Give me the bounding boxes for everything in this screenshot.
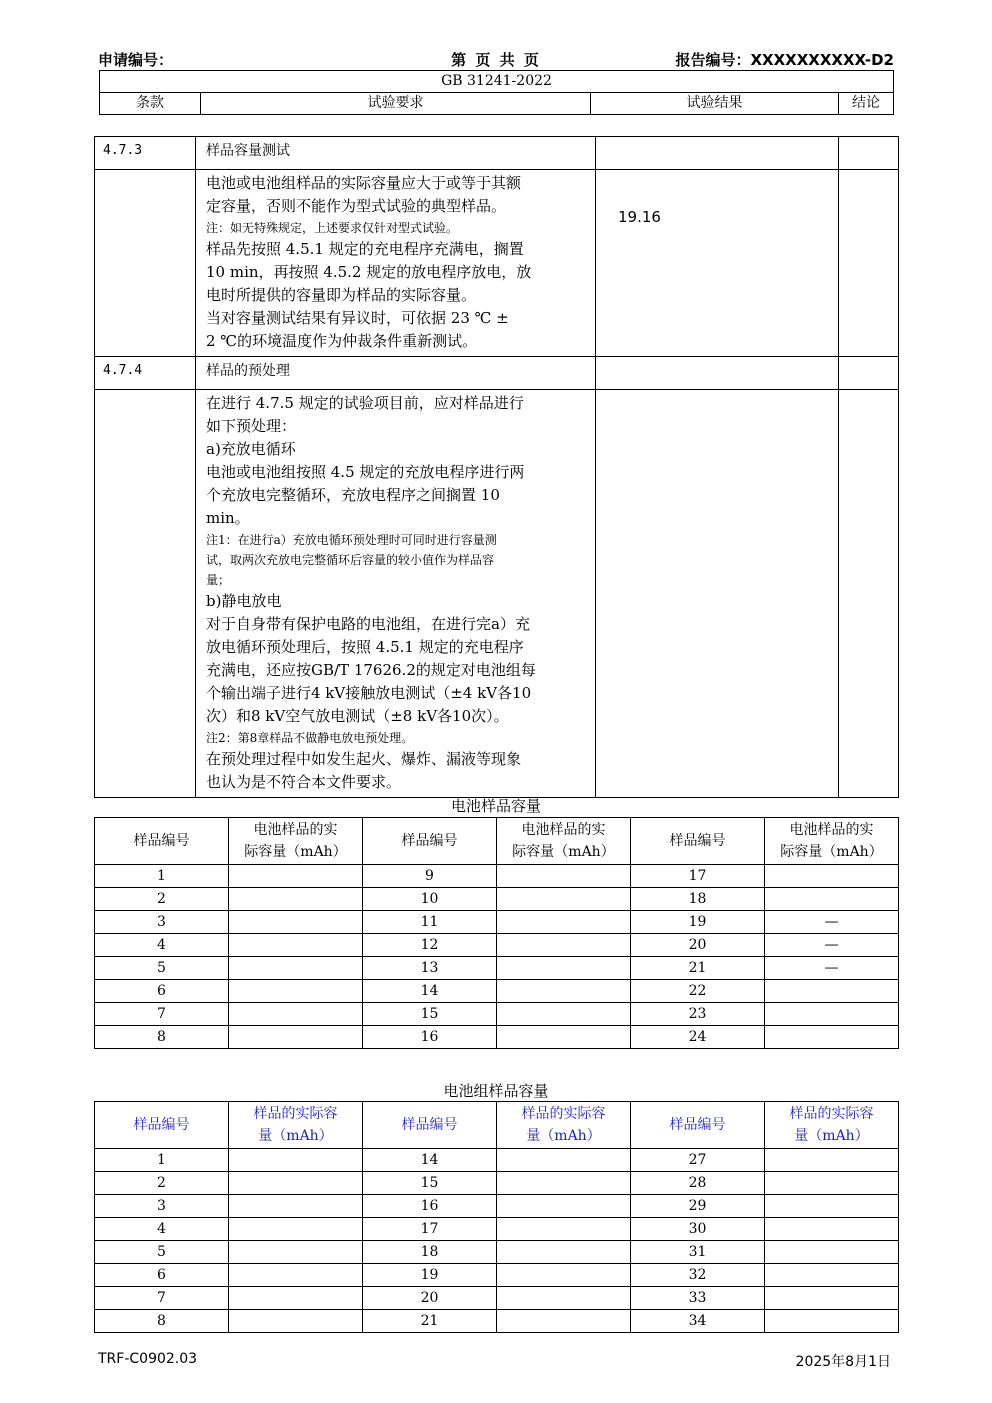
table-row [95, 1287, 899, 1310]
clause-conclusion-cell [839, 357, 899, 390]
capacity-cell [497, 888, 631, 911]
clause-conclusion-cell [839, 137, 899, 170]
sample-no-cell: 19 [631, 911, 765, 934]
capacity-cell [229, 1218, 363, 1241]
sample-no-cell: 20 [631, 934, 765, 957]
requirement-note: 注：如无特殊规定，上述要求仅针对型式试验。 [206, 221, 459, 235]
sample-no-cell: 1 [95, 865, 229, 888]
table-row [95, 1172, 899, 1195]
column-header-conclusion: 结论 [839, 93, 894, 115]
capacity-cell [497, 1241, 631, 1264]
capacity-cell [229, 934, 363, 957]
capacity-cell [765, 1218, 899, 1241]
sample-no-cell: 8 [95, 1310, 229, 1333]
capacity-cell [229, 980, 363, 1003]
column-header-clause: 条款 [100, 93, 201, 115]
sample-no-cell: 1 [95, 1149, 229, 1172]
requirement-line: 当对容量测试结果有异议时，可依据 23 ℃ ± [206, 309, 509, 327]
sample-no-cell: 14 [363, 1149, 497, 1172]
clause-conclusion-cell [839, 390, 899, 798]
requirement-line: 也认为是不符合本文件要求。 [206, 773, 402, 791]
requirement-line: 对于自身带有保护电路的电池组，在进行完a）充 [206, 615, 530, 633]
requirement-line: 个充放电完整循环，充放电程序之间搁置 10 [206, 486, 500, 504]
sample-no-cell: 17 [631, 865, 765, 888]
capacity-cell [497, 1195, 631, 1218]
clause-title: 样品容量测试 [196, 137, 596, 170]
requirement-line: 在预处理过程中如发生起火、爆炸、漏液等现象 [206, 750, 522, 768]
sample-no-cell: 15 [363, 1172, 497, 1195]
sample-no-cell: 18 [363, 1241, 497, 1264]
table-header-row [95, 818, 899, 865]
sample-no-header: 样品编号 [631, 818, 765, 865]
capacity-cell [229, 957, 363, 980]
clause-conclusion-cell [839, 170, 899, 357]
sample-no-cell: 17 [363, 1218, 497, 1241]
sample-no-cell: 15 [363, 1003, 497, 1026]
sample-no-cell: 20 [363, 1287, 497, 1310]
column-header-result: 试验结果 [591, 93, 839, 115]
sample-no-cell: 5 [95, 1241, 229, 1264]
sample-no-cell: 4 [95, 1218, 229, 1241]
capacity-cell [497, 865, 631, 888]
standard-header-table [99, 70, 894, 115]
requirement-note: 量； [206, 573, 231, 587]
cell-capacity-table [94, 817, 899, 1049]
standard-title: GB 31241-2022 [100, 71, 894, 93]
page-count-label: 第 页 共 页 [451, 51, 541, 69]
sample-no-cell: 28 [631, 1172, 765, 1195]
capacity-header: 电池样品的实 际容量（mAh） [497, 818, 631, 865]
requirement-line: 样品先按照 4.5.1 规定的充电程序充满电，搁置 [206, 240, 524, 258]
clause-result-cell [596, 137, 839, 170]
footer-date: 2025年8月1日 [795, 1354, 891, 1370]
table-row [95, 1149, 899, 1172]
capacity-cell [497, 1026, 631, 1049]
sample-no-cell: 3 [95, 1195, 229, 1218]
sample-no-cell: 32 [631, 1264, 765, 1287]
capacity-cell: — [765, 911, 899, 934]
page-header [98, 49, 894, 69]
clause-number-cell [95, 390, 196, 798]
sample-no-cell: 11 [363, 911, 497, 934]
table-row [95, 1310, 899, 1333]
table-row [95, 1264, 899, 1287]
capacity-cell [229, 1264, 363, 1287]
sample-no-cell: 12 [363, 934, 497, 957]
sample-no-cell: 31 [631, 1241, 765, 1264]
sample-no-cell: 33 [631, 1287, 765, 1310]
column-header-requirement: 试验要求 [201, 93, 591, 115]
capacity-cell [229, 865, 363, 888]
clause-table [94, 136, 899, 798]
requirement-line: 10 min，再按照 4.5.2 规定的放电程序放电，放 [206, 263, 532, 281]
sample-no-header: 样品编号 [95, 1102, 229, 1149]
capacity-cell [497, 934, 631, 957]
requirement-note: 试，取两次充放电完整循环后容量的较小值作为样品容 [206, 553, 495, 567]
requirement-line: 在进行 4.7.5 规定的试验项目前，应对样品进行 [206, 394, 524, 412]
capacity-cell [229, 1172, 363, 1195]
requirement-line: 电时所提供的容量即为样品的实际容量。 [206, 286, 477, 304]
application-no-label: 申请编号： [98, 51, 174, 69]
capacity-cell [765, 1172, 899, 1195]
sample-no-cell: 16 [363, 1195, 497, 1218]
sample-no-cell: 9 [363, 865, 497, 888]
sample-no-cell: 18 [631, 888, 765, 911]
clause-number-cell [95, 170, 196, 357]
clause-requirement-text [196, 170, 596, 357]
pack-capacity-caption: 电池组样品容量 [443, 1082, 549, 1100]
capacity-cell [229, 1149, 363, 1172]
sample-no-cell: 4 [95, 934, 229, 957]
sample-no-cell: 14 [363, 980, 497, 1003]
sample-no-header: 样品编号 [363, 818, 497, 865]
sample-no-cell: 23 [631, 1003, 765, 1026]
sample-no-cell: 6 [95, 980, 229, 1003]
table-row [95, 1195, 899, 1218]
capacity-header: 电池样品的实 际容量（mAh） [765, 818, 899, 865]
sample-no-cell: 29 [631, 1195, 765, 1218]
requirement-line: 电池或电池组按照 4.5 规定的充放电程序进行两 [206, 463, 525, 481]
sample-no-cell: 2 [95, 1172, 229, 1195]
clause-row-4-7-4-title [95, 357, 899, 390]
capacity-cell [229, 1241, 363, 1264]
requirement-note: 注2：第8章样品不做静电放电预处理。 [206, 731, 414, 745]
table-row [95, 1218, 899, 1241]
capacity-cell [497, 980, 631, 1003]
sample-no-cell: 16 [363, 1026, 497, 1049]
capacity-cell [765, 1195, 899, 1218]
requirement-line: a)充放电循环 [206, 440, 296, 458]
sample-no-cell: 22 [631, 980, 765, 1003]
capacity-cell [229, 1287, 363, 1310]
sample-no-cell: 8 [95, 1026, 229, 1049]
capacity-cell [497, 1218, 631, 1241]
capacity-cell: — [765, 934, 899, 957]
capacity-cell [765, 865, 899, 888]
table-row [95, 980, 899, 1003]
capacity-cell [765, 980, 899, 1003]
sample-no-cell: 21 [363, 1310, 497, 1333]
capacity-cell [497, 1287, 631, 1310]
clause-row-4-7-4-body [95, 390, 899, 798]
capacity-cell [229, 888, 363, 911]
sample-no-cell: 24 [631, 1026, 765, 1049]
sample-no-cell: 2 [95, 888, 229, 911]
cell-capacity-caption: 电池样品容量 [450, 797, 541, 815]
table-row [95, 957, 899, 980]
sample-no-cell: 34 [631, 1310, 765, 1333]
sample-no-cell: 30 [631, 1218, 765, 1241]
table-row [95, 1026, 899, 1049]
capacity-cell [765, 1287, 899, 1310]
requirement-note: 注1：在进行a）充放电循环预处理时可同时进行容量测 [206, 533, 497, 547]
sample-no-cell: 10 [363, 888, 497, 911]
capacity-cell: — [765, 957, 899, 980]
capacity-header: 样品的实际容 量（mAh） [765, 1102, 899, 1149]
table-row [95, 1003, 899, 1026]
sample-no-cell: 3 [95, 911, 229, 934]
requirement-line: 定容量，否则不能作为型式试验的典型样品。 [206, 197, 507, 215]
capacity-cell [229, 911, 363, 934]
capacity-result-value: 19.16 [618, 208, 661, 226]
sample-no-cell: 7 [95, 1287, 229, 1310]
sample-no-cell: 5 [95, 957, 229, 980]
capacity-cell [497, 1149, 631, 1172]
capacity-cell [497, 957, 631, 980]
capacity-cell [229, 1026, 363, 1049]
requirement-line: 个输出端子进行4 kV接触放电测试（±4 kV各10 [206, 684, 532, 702]
sample-no-cell: 21 [631, 957, 765, 980]
requirement-line: 充满电，还应按GB/T 17626.2的规定对电池组每 [206, 661, 536, 679]
table-row [95, 888, 899, 911]
capacity-cell [229, 1003, 363, 1026]
requirement-line: 如下预处理： [206, 417, 297, 435]
capacity-cell [497, 1264, 631, 1287]
clause-requirement-text [196, 390, 596, 798]
capacity-cell [765, 1026, 899, 1049]
clause-result-cell [596, 357, 839, 390]
report-no-label: 报告编号：XXXXXXXXXX-D2 [675, 51, 894, 69]
capacity-cell [765, 1241, 899, 1264]
sample-no-header: 样品编号 [363, 1102, 497, 1149]
table-row [95, 911, 899, 934]
clause-number: 4.7.3 [95, 137, 196, 170]
capacity-cell [497, 911, 631, 934]
capacity-cell [229, 1195, 363, 1218]
table-row [95, 1241, 899, 1264]
sample-no-cell: 19 [363, 1264, 497, 1287]
sample-no-cell: 6 [95, 1264, 229, 1287]
capacity-cell [497, 1003, 631, 1026]
requirement-line: 2 ℃的环境温度作为仲裁条件重新测试。 [206, 332, 478, 350]
table-header-row [95, 1102, 899, 1149]
capacity-cell [765, 1264, 899, 1287]
sample-no-header: 样品编号 [95, 818, 229, 865]
capacity-cell [497, 1172, 631, 1195]
sample-no-header: 样品编号 [631, 1102, 765, 1149]
pack-capacity-table [94, 1101, 899, 1333]
capacity-cell [229, 1310, 363, 1333]
clause-title: 样品的预处理 [196, 357, 596, 390]
capacity-header: 电池样品的实 际容量（mAh） [229, 818, 363, 865]
form-code: TRF-C0902.03 [98, 1351, 198, 1367]
sample-no-cell: 13 [363, 957, 497, 980]
capacity-cell [765, 1310, 899, 1333]
table-row [95, 934, 899, 957]
capacity-cell [765, 1003, 899, 1026]
capacity-cell [765, 1149, 899, 1172]
requirement-line: b)静电放电 [206, 592, 282, 610]
clause-result-cell [596, 390, 839, 798]
sample-no-cell: 27 [631, 1149, 765, 1172]
capacity-cell [497, 1310, 631, 1333]
clause-row-4-7-3-title [95, 137, 899, 170]
capacity-header: 样品的实际容 量（mAh） [229, 1102, 363, 1149]
requirement-line: 电池或电池组样品的实际容量应大于或等于其额 [206, 174, 522, 192]
requirement-line: 次）和8 kV空气放电测试（±8 kV各10次）。 [206, 707, 509, 725]
table-row [95, 865, 899, 888]
clause-number: 4.7.4 [95, 357, 196, 390]
requirement-line: min。 [206, 509, 250, 527]
capacity-header: 样品的实际容 量（mAh） [497, 1102, 631, 1149]
clause-row-4-7-3-body [95, 170, 899, 357]
capacity-cell [765, 888, 899, 911]
sample-no-cell: 7 [95, 1003, 229, 1026]
clause-result-cell [596, 170, 839, 357]
requirement-line: 放电循环预处理后，按照 4.5.1 规定的充电程序 [206, 638, 524, 656]
